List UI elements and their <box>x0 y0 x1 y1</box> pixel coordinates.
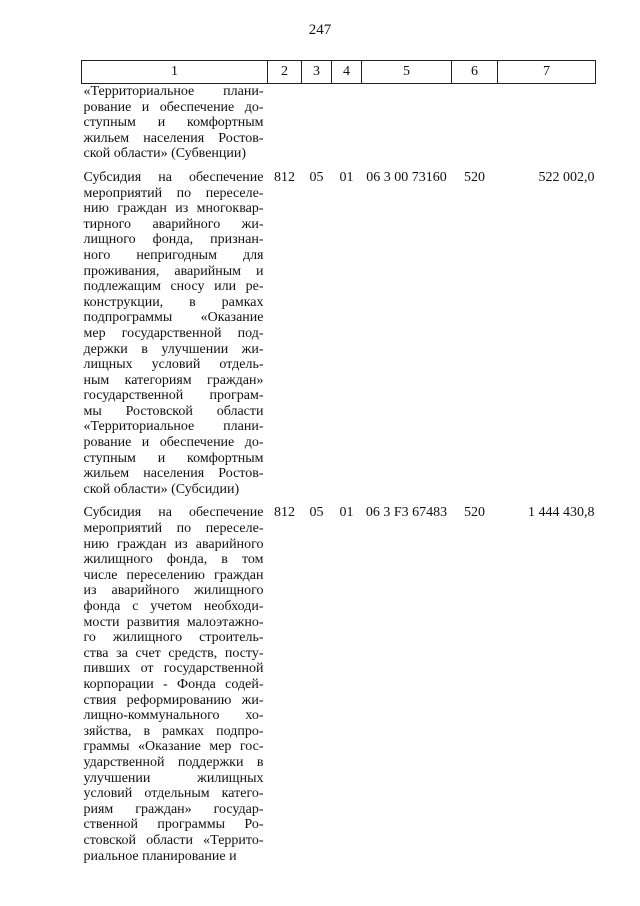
cell-ministry-code: 812 <box>274 505 295 521</box>
cell-description <box>82 84 268 162</box>
row-spacer-cell <box>82 162 596 170</box>
cell-subsection: 01 <box>339 169 354 185</box>
description-line: фонда с учетом необходи- <box>83 599 264 614</box>
cell-ministry-code: 812 <box>274 169 295 185</box>
description-line: ствия реформированию жи- <box>83 692 264 708</box>
description-line: подпрограммы «Оказание <box>83 310 264 326</box>
col-header-5: 5 <box>362 61 452 84</box>
description-line: рование и обеспечение до- <box>83 99 264 115</box>
header-row <box>82 61 596 84</box>
cell-amount: 1 444 430,8 <box>528 505 595 521</box>
cell-description <box>82 505 268 864</box>
description-line: ской области» (Субвенции) <box>83 146 247 162</box>
cell-expense-type: 520 <box>464 505 485 521</box>
description-line: подлежащим сносу или ре- <box>83 279 264 295</box>
row-spacer <box>82 497 596 505</box>
table-row <box>82 170 596 497</box>
description-line: граммы «Оказание мер гос- <box>83 739 264 755</box>
description-line: ственной программы Ро- <box>83 817 264 833</box>
cell-subsection: 01 <box>339 505 354 521</box>
description-line: проживания, аварийным и <box>83 263 264 279</box>
description-line: риям граждан» государ- <box>83 801 264 817</box>
description-line: рование и обеспечение до- <box>83 435 264 451</box>
description-line: ударственной поддержки в <box>83 754 264 770</box>
description-line: нию граждан из многоквар- <box>83 201 264 217</box>
cell-amount <box>498 84 596 162</box>
col-header-7: 7 <box>498 61 596 84</box>
description-line: мы Ростовской области <box>83 403 264 419</box>
description-line: ской области» (Субсидии) <box>83 481 240 497</box>
description-line: ного непригодным для <box>83 247 264 263</box>
description-line: го жилищного строитель- <box>83 630 264 646</box>
col-header-1: 1 <box>82 61 268 84</box>
col-header-4: 4 <box>332 61 362 84</box>
cell-section <box>302 84 332 162</box>
cell-expense-type <box>452 84 498 162</box>
cell-amount: 522 002,0 <box>538 169 595 185</box>
description-line: «Территориальное плани- <box>83 84 264 99</box>
description-line: мероприятий по переселе- <box>83 185 264 201</box>
description-line: условий отдельным катего- <box>83 786 264 802</box>
cell-target-article: 06 3 00 73160 <box>366 169 447 185</box>
row-spacer-cell <box>82 497 596 505</box>
cell-expense-type: 520 <box>464 169 485 185</box>
budget-table <box>81 60 596 864</box>
cell-target-article: 06 3 F3 67483 <box>365 505 448 521</box>
description-line: из аварийного жилищного <box>83 583 264 599</box>
description-line: риальное планирование и <box>83 848 237 864</box>
cell-subsection <box>332 84 362 162</box>
col-header-6: 6 <box>452 61 498 84</box>
description-line: ступным и комфортным <box>83 450 264 466</box>
description-line: мости развития малоэтажно- <box>83 614 264 630</box>
description-line: ным категориям граждан» <box>83 372 264 388</box>
description-line: жильем населения Ростов- <box>83 466 264 482</box>
description-line: числе переселению граждан <box>83 567 264 583</box>
description-line: жилищного фонда, в том <box>83 552 264 568</box>
table-row <box>82 505 596 864</box>
description-line: лищных условий отдель- <box>83 357 264 373</box>
description-line: лищного фонда, признан- <box>83 232 264 248</box>
col-header-3: 3 <box>302 61 332 84</box>
description-line: корпорации - Фонда содей- <box>83 676 264 692</box>
description-line: тирного аварийного жи- <box>83 216 264 232</box>
cell-target-article <box>362 84 452 162</box>
description-line: жильем населения Ростов- <box>83 130 264 146</box>
description-line: зяйства, в рамках подпро- <box>83 723 264 739</box>
cell-section: 05 <box>309 505 324 521</box>
cell-description <box>82 170 268 497</box>
description-line: нию граждан из аварийного <box>83 536 264 552</box>
description-line: улучшении жилищных <box>83 770 264 786</box>
row-spacer <box>82 162 596 170</box>
page-number: 247 <box>308 22 332 38</box>
description-line: пивших от государственной <box>83 661 264 677</box>
col-header-2: 2 <box>268 61 302 84</box>
table-row <box>82 84 596 162</box>
description-line: государственной програм- <box>83 388 264 404</box>
description-line: стовской области «Террито- <box>83 832 264 848</box>
table-body <box>82 84 596 865</box>
cell-ministry-code <box>268 84 302 162</box>
description-line: ступным и комфортным <box>83 115 264 131</box>
description-line: конструкции, в рамках <box>83 294 264 310</box>
description-line: держки в улучшении жи- <box>83 341 264 357</box>
description-line: Субсидия на обеспечение <box>83 169 264 185</box>
description-line: лищно-коммунального хо- <box>83 708 264 724</box>
description-line: мероприятий по переселе- <box>83 521 264 537</box>
cell-section: 05 <box>309 169 324 185</box>
description-line: Субсидия на обеспечение <box>83 505 264 521</box>
description-line: мер государственной под- <box>83 325 264 341</box>
description-line: ства за счет средств, посту- <box>83 645 264 661</box>
description-line: «Территориальное плани- <box>83 419 264 435</box>
